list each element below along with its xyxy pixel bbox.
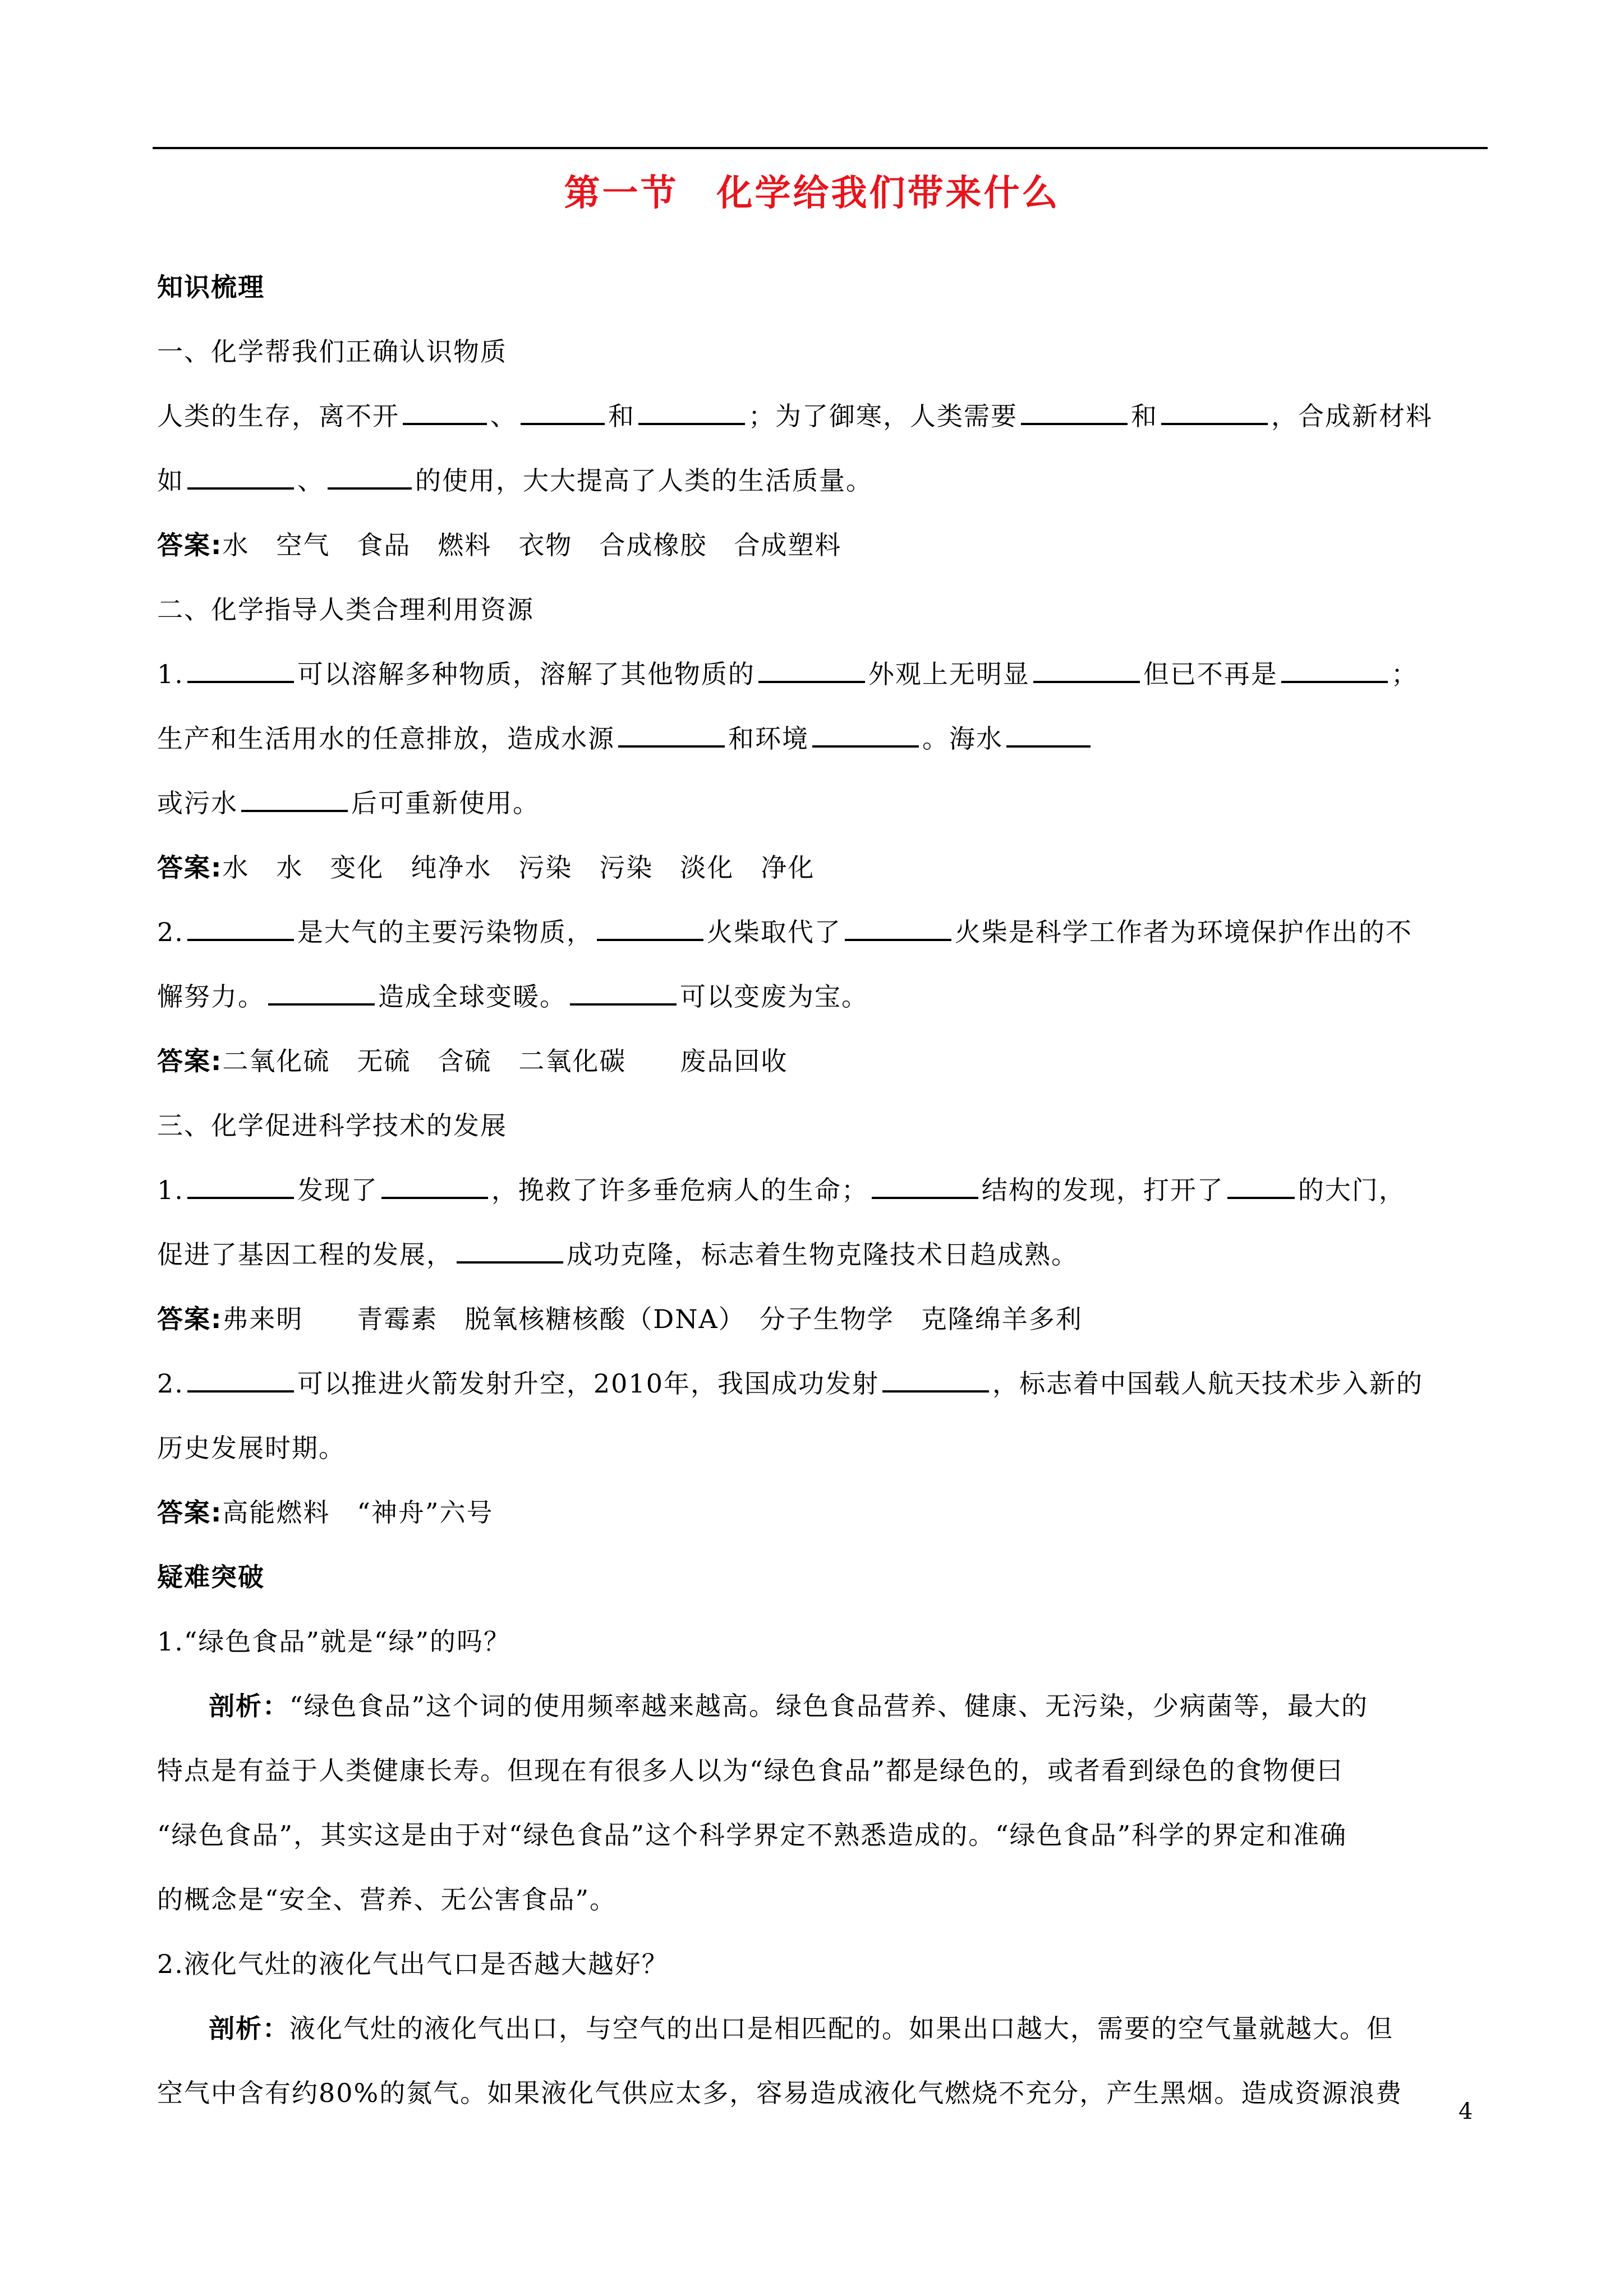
s2-q1-line-3: 或污水 后可重新使用。 — [157, 788, 540, 818]
s2-q1-line-2: 生产和生活用水的任意排放，造成水源 和环境 。海水 — [157, 707, 1488, 771]
section-heading-knowledge: 知识梳理 — [157, 272, 265, 302]
s1-answer: 答案:水 空气 食品 燃料 衣物 合成橡胶 合成塑料 — [157, 530, 842, 560]
blank — [1006, 723, 1091, 748]
s2-q1-line-1: 1. 可以溶解多种物质，溶解了其他物质的 外观上无明显 但已不再是 ； — [157, 659, 1418, 689]
s3-q1-line-1: 1. 发现了 ，挽救了许多垂危病人的生命； 结构的发现，打开了 的大门， — [157, 1175, 1406, 1205]
blank — [872, 1174, 978, 1199]
document-body — [157, 255, 1488, 2126]
s1-heading: 一、化学帮我们正确认识物质 — [157, 336, 507, 367]
s3-q2-answer: 答案:高能燃料 “神舟”六号 — [157, 1497, 494, 1528]
s1-line-1: 人类的生存，离不开 、 和 ；为了御寒，人类需要 和 ，合成新材料 — [157, 401, 1433, 431]
blank — [597, 916, 703, 941]
blank — [187, 1368, 294, 1393]
blank — [618, 723, 725, 748]
s2-q2-line-1: 2. 是大气的主要污染物质， 火柴取代了 火柴是科学工作者为环境保护作出的不 — [157, 917, 1413, 947]
d1-para-line-3: “绿色食品”，其实这是由于对“绿色食品”这个科学界定不熟悉造成的。“绿色食品”科学的界定和准确 — [157, 1820, 1347, 1850]
d1-para-line-1: 剖析：“绿色食品”这个词的使用频率越来越高。绿色食品营养、健康、无污染，少病菌等，最大的 — [209, 1691, 1369, 1721]
blank — [812, 723, 919, 748]
blank — [403, 400, 487, 425]
blank — [1021, 400, 1128, 425]
s3-q1-answer: 答案:弗来明 青霉素 脱氧核糖核酸（DNA） 分子生物学 克隆绵羊多利 — [157, 1304, 1083, 1334]
blank — [187, 1174, 294, 1199]
blank — [882, 1368, 989, 1393]
d2-para-line-2: 空气中含有约80%的氮气。如果液化气供应太多，容易造成液化气燃烧不充分，产生黑烟。造成资源浪费 — [157, 2078, 1403, 2108]
blank — [1227, 1174, 1295, 1199]
blank — [187, 465, 294, 490]
s1-line-2: 如 、 的使用，大大提高了人类的生活质量。 — [157, 465, 873, 496]
s2-q2-line-2: 懈努力。 造成全球变暖。 可以变废为宝。 — [157, 981, 868, 1012]
d2-question: 2.液化气灶的液化气出气口是否越大越好？ — [157, 1949, 669, 1979]
section-heading-difficulty: 疑难突破 — [157, 1562, 265, 1592]
s3-q2-line-1: 2. 可以推进火箭发射升空，2010年，我国成功发射 ，标志着中国载人航天技术步入新的 — [157, 1368, 1423, 1399]
page-number: 4 — [1459, 2099, 1473, 2124]
s3-q2-line-2: 历史发展时期。 — [157, 1433, 346, 1463]
blank — [457, 1239, 563, 1264]
s2-q2-answer: 答案:二氧化硫 无硫 含硫 二氧化碳 废品回收 — [157, 1046, 788, 1076]
s3-q1-line-2: 促进了基因工程的发展， 成功克隆，标志着生物克隆技术日趋成熟。 — [157, 1239, 1078, 1270]
blank — [1281, 658, 1388, 683]
blank — [638, 400, 745, 425]
page-title: 第一节 化学给我们带来什么 — [564, 173, 1060, 214]
d2-para-line-1: 剖析：液化气灶的液化气出口，与空气的出口是相匹配的。如果出口越大，需要的空气量就越大。但 — [209, 2013, 1393, 2044]
blank — [187, 916, 294, 941]
blank — [241, 787, 348, 812]
d1-para-line-4: 的概念是“安全、营养、无公害食品”。 — [157, 1884, 617, 1915]
s3-heading: 三、化学促进科学技术的发展 — [157, 1110, 507, 1141]
blank — [1161, 400, 1268, 425]
blank — [268, 981, 375, 1006]
d1-para-line-2: 特点是有益于人类健康长寿。但现在有很多人以为“绿色食品”都是绿色的，或者看到绿色的食物便曰 — [157, 1755, 1344, 1786]
blank — [381, 1174, 488, 1199]
s2-heading: 二、化学指导人类合理利用资源 — [157, 594, 534, 625]
blank — [187, 658, 294, 683]
d1-question: 1.“绿色食品”就是“绿”的吗？ — [157, 1626, 510, 1657]
header-rule — [153, 147, 1488, 149]
blank — [1033, 658, 1140, 683]
blank — [328, 465, 412, 490]
blank — [758, 658, 865, 683]
blank — [521, 400, 605, 425]
s2-q1-answer: 答案:水 水 变化 纯净水 污染 污染 淡化 净化 — [157, 852, 815, 883]
blank — [570, 981, 677, 1006]
blank — [845, 916, 951, 941]
